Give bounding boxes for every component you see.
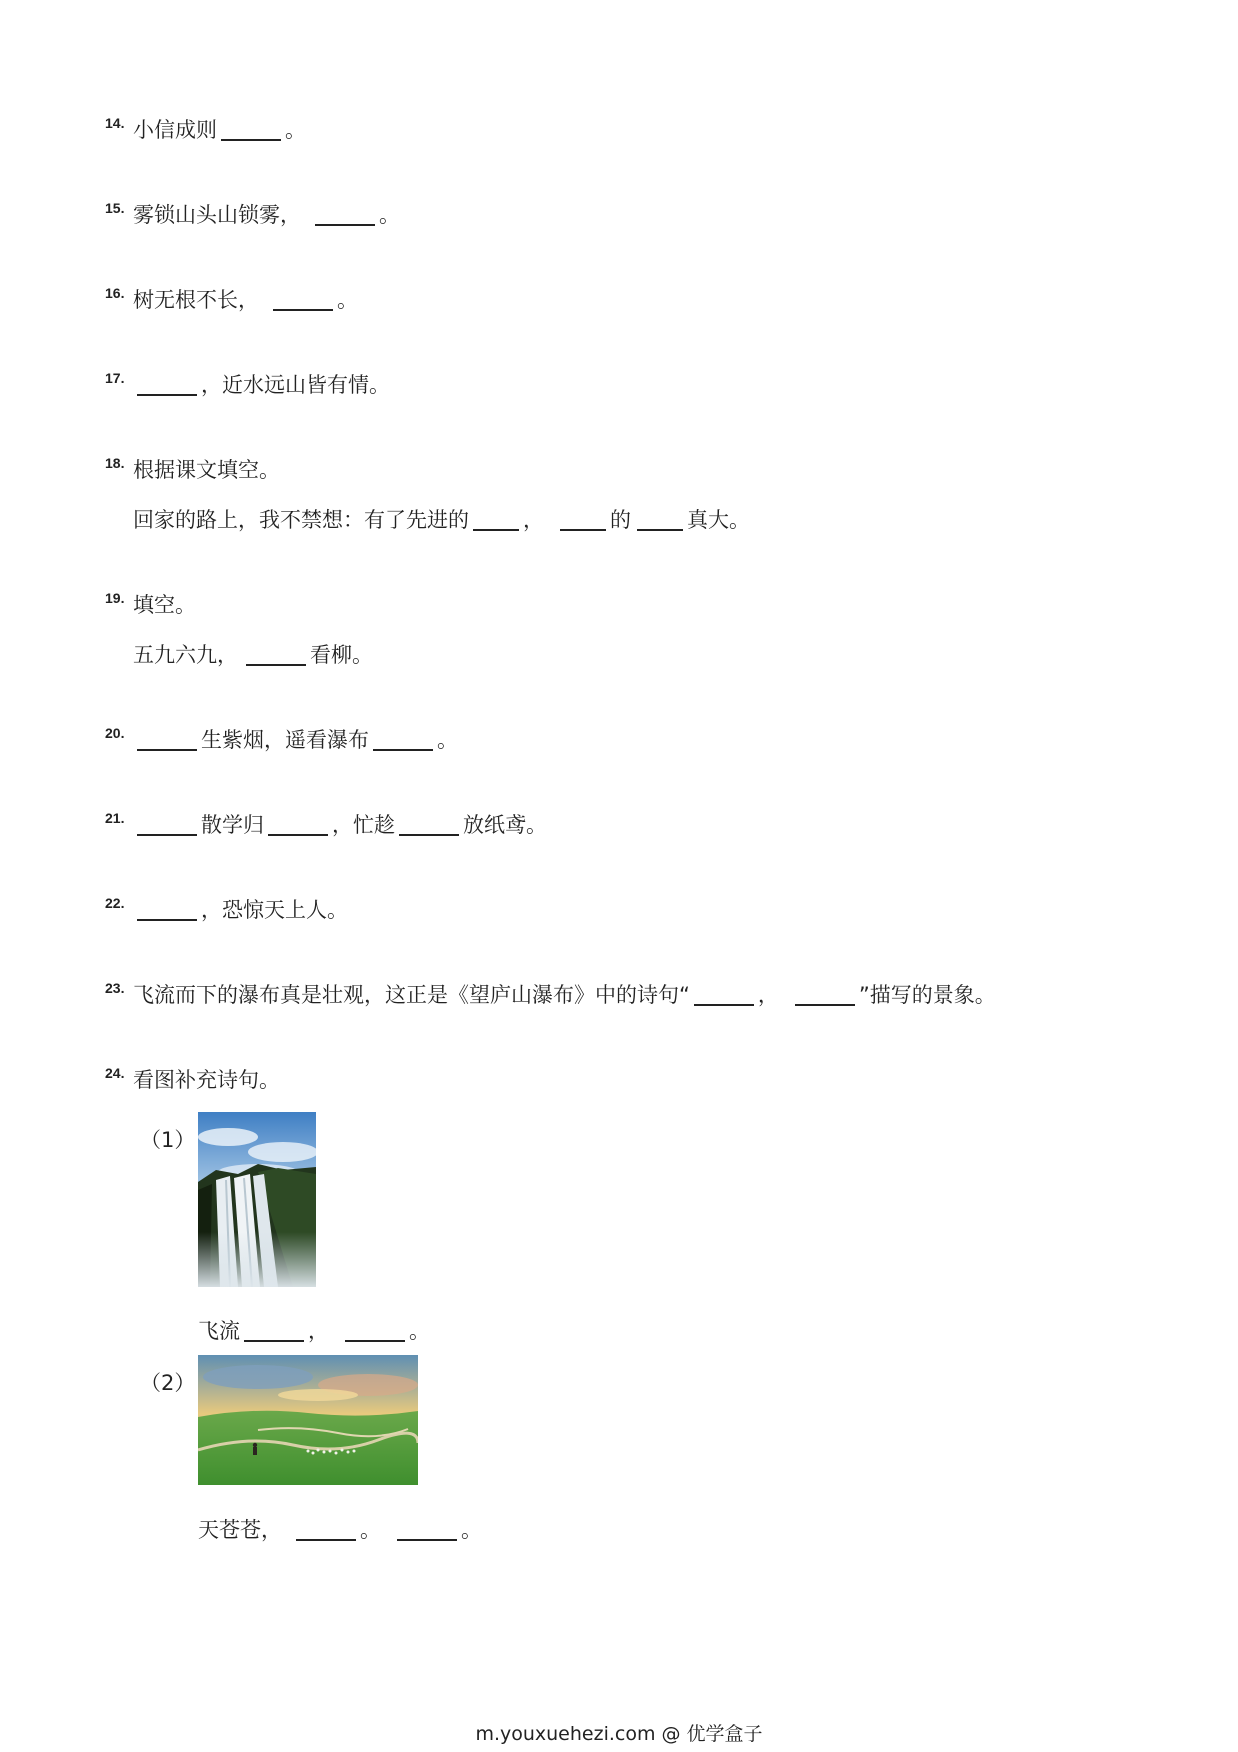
answer-blank[interactable] bbox=[137, 749, 197, 751]
question-number: 22. bbox=[105, 895, 125, 911]
sub-question-1-text: 飞流 ， 。 bbox=[198, 1319, 430, 1343]
answer-blank[interactable] bbox=[795, 1004, 855, 1006]
waterfall-image bbox=[198, 1112, 316, 1287]
answer-blank[interactable] bbox=[137, 834, 197, 836]
question-text: 树无根不长， 。 bbox=[133, 288, 358, 312]
answer-blank[interactable] bbox=[345, 1340, 405, 1342]
question-number: 14. bbox=[105, 115, 125, 131]
question-text: 飞流而下的瀑布真是壮观，这正是《望庐山瀑布》中的诗句“ ， ”描写的景象。 bbox=[133, 983, 996, 1007]
answer-blank[interactable] bbox=[397, 1539, 457, 1541]
question-number: 21. bbox=[105, 810, 125, 826]
question-number: 19. bbox=[105, 590, 125, 606]
question-text: 回家的路上，我不禁想：有了先进的 ， 的 真大。 bbox=[133, 508, 750, 532]
answer-blank[interactable] bbox=[244, 1340, 304, 1342]
question-title: 看图补充诗句。 bbox=[133, 1068, 280, 1092]
grassland-illustration bbox=[198, 1355, 418, 1485]
question-text: ，恐惊天上人。 bbox=[133, 895, 348, 925]
answer-blank[interactable] bbox=[399, 834, 459, 836]
question-number: 17. bbox=[105, 370, 125, 386]
question-title: 根据课文填空。 bbox=[133, 458, 280, 482]
answer-blank[interactable] bbox=[246, 664, 306, 666]
question-number: 20. bbox=[105, 725, 125, 741]
answer-blank[interactable] bbox=[315, 224, 375, 226]
answer-blank[interactable] bbox=[694, 1004, 754, 1006]
answer-blank[interactable] bbox=[473, 529, 519, 531]
answer-blank[interactable] bbox=[268, 834, 328, 836]
grassland-image bbox=[198, 1355, 418, 1485]
question-text: 生紫烟，遥看瀑布 。 bbox=[133, 725, 458, 755]
answer-blank[interactable] bbox=[373, 749, 433, 751]
waterfall-illustration bbox=[198, 1112, 316, 1287]
answer-blank[interactable] bbox=[137, 394, 197, 396]
question-number: 18. bbox=[105, 455, 125, 471]
answer-blank[interactable] bbox=[560, 529, 606, 531]
answer-blank[interactable] bbox=[296, 1539, 356, 1541]
question-number: 16. bbox=[105, 285, 125, 301]
question-number: 23. bbox=[105, 980, 125, 996]
question-number: 15. bbox=[105, 200, 125, 216]
question-text: 散学归 ，忙趁 放纸鸢。 bbox=[133, 810, 547, 840]
question-text: ，近水远山皆有情。 bbox=[133, 370, 390, 400]
question-text: 小信成则 。 bbox=[133, 118, 306, 142]
question-text: 雾锁山头山锁雾， 。 bbox=[133, 203, 400, 227]
sub-question-1-label: （1） bbox=[140, 1128, 196, 1152]
question-title: 填空。 bbox=[133, 593, 196, 617]
question-number: 24. bbox=[105, 1065, 125, 1081]
sub-question-2-label: （2） bbox=[140, 1371, 196, 1395]
answer-blank[interactable] bbox=[137, 919, 197, 921]
answer-blank[interactable] bbox=[221, 139, 281, 141]
sub-question-2-text: 天苍苍， 。 。 bbox=[198, 1518, 482, 1542]
answer-blank[interactable] bbox=[637, 529, 683, 531]
page-footer: m.youxuehezi.com @ 优学盒子 bbox=[475, 1723, 763, 1745]
question-text: 五九六九， 看柳。 bbox=[133, 643, 373, 667]
answer-blank[interactable] bbox=[273, 309, 333, 311]
